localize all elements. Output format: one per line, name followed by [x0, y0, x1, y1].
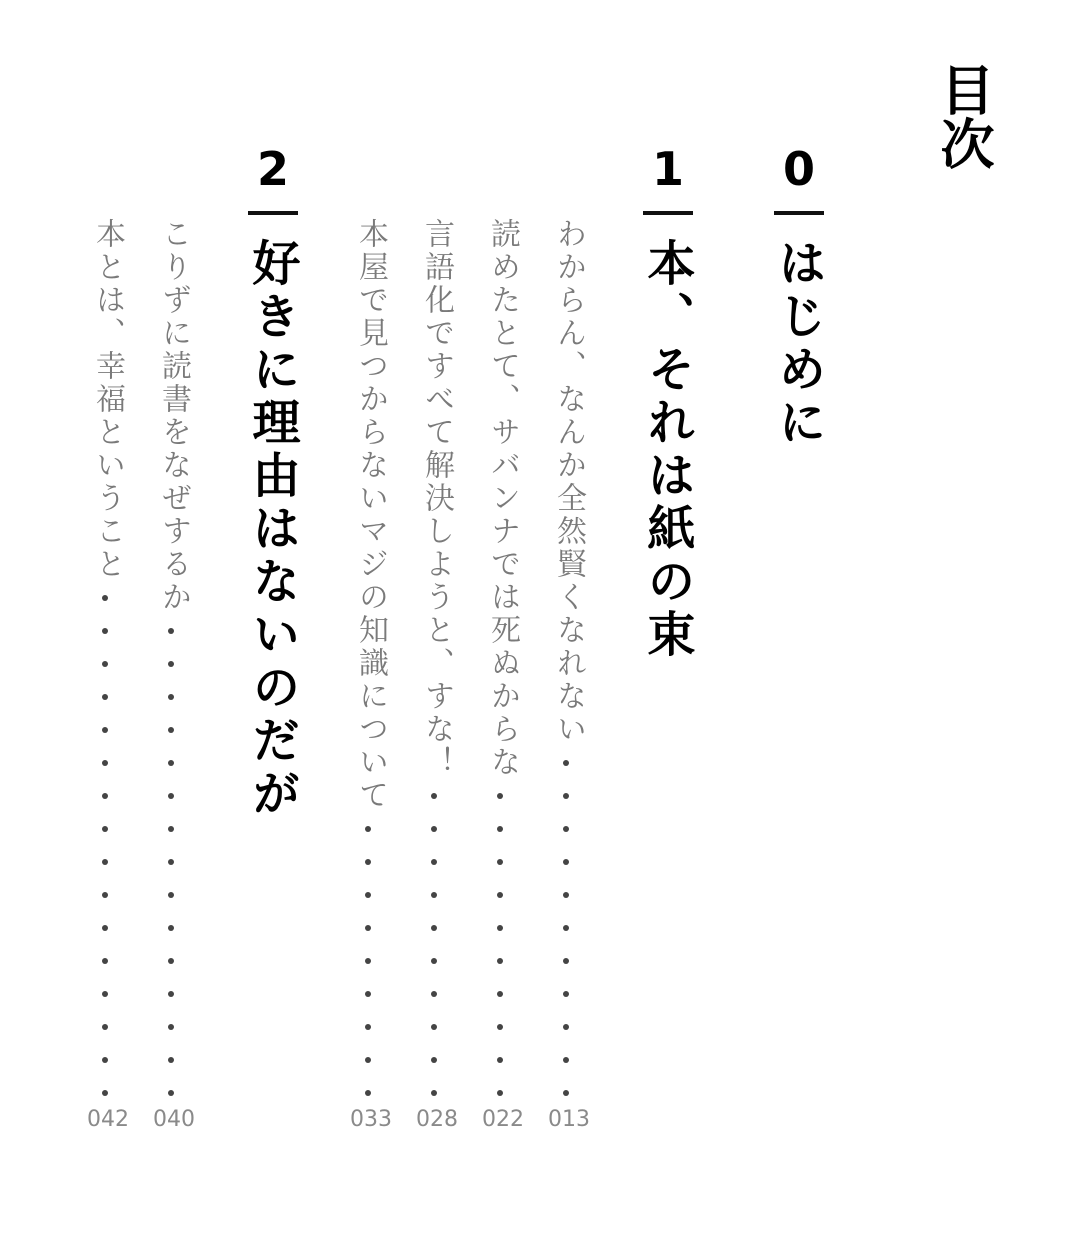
leader-dot [431, 1057, 437, 1063]
leader-dot [563, 925, 569, 931]
leader-dot [168, 661, 174, 667]
leader-dot [102, 727, 108, 733]
leader-dot [431, 1024, 437, 1030]
leader-dot [102, 760, 108, 766]
leader-dot [431, 892, 437, 898]
leader-dot [497, 859, 503, 865]
section-title[interactable]: 言語化ですべて解決しようと、すな！ [419, 218, 454, 779]
leader-dot [497, 958, 503, 964]
leader-dot [102, 892, 108, 898]
chapter-title[interactable]: はじめに [770, 238, 826, 450]
page-number: 033 [350, 1107, 392, 1132]
leader-dot [168, 925, 174, 931]
leader-dot [102, 661, 108, 667]
leader-dot [365, 991, 371, 997]
chapter-number: 1 [651, 142, 684, 196]
page-number: 042 [87, 1107, 129, 1132]
leader-dot [497, 793, 503, 799]
section-title[interactable]: こりずに読書をなぜするか [156, 218, 191, 614]
leader-dot [563, 859, 569, 865]
leader-dot [431, 793, 437, 799]
page-number: 028 [416, 1107, 458, 1132]
leader-dot [102, 1024, 108, 1030]
page-number: 022 [482, 1107, 524, 1132]
chapter-title[interactable]: 本、それは紙の束 [639, 238, 695, 662]
leader-dot [102, 991, 108, 997]
leader-dot [102, 694, 108, 700]
leader-dot [497, 1057, 503, 1063]
leader-dot [365, 1090, 371, 1096]
section-title[interactable]: 本とは、幸福ということ [90, 218, 125, 581]
leader-dot [563, 1057, 569, 1063]
leader-dot [365, 1024, 371, 1030]
page-title: 目次 [932, 62, 995, 170]
leader-dot [102, 859, 108, 865]
leader-dot [497, 925, 503, 931]
section-title[interactable]: 読めたとて、サバンナでは死ぬからな [485, 218, 520, 779]
leader-dot [563, 793, 569, 799]
leader-dot [168, 1057, 174, 1063]
leader-dot [563, 1024, 569, 1030]
leader-dot [102, 958, 108, 964]
leader-dot [168, 793, 174, 799]
leader-dot [431, 991, 437, 997]
leader-dot [365, 859, 371, 865]
leader-dot [365, 892, 371, 898]
leader-dot [431, 859, 437, 865]
leader-dot [431, 925, 437, 931]
leader-dot [168, 958, 174, 964]
leader-dot [431, 958, 437, 964]
leader-dot [497, 1090, 503, 1096]
leader-dot [497, 991, 503, 997]
leader-dot [168, 991, 174, 997]
leader-dot [168, 1090, 174, 1096]
leader-dot [102, 925, 108, 931]
leader-dot [563, 760, 569, 766]
chapter-number: 2 [256, 142, 289, 196]
leader-dot [102, 628, 108, 634]
chapter-title[interactable]: 好きに理由はないのだが [244, 238, 300, 821]
leader-dot [563, 991, 569, 997]
leader-dot [102, 793, 108, 799]
leader-dot [102, 595, 108, 601]
leader-dot [168, 694, 174, 700]
section-title[interactable]: わからん、なんか全然賢くなれない [551, 218, 586, 746]
leader-dot [168, 727, 174, 733]
leader-dot [168, 760, 174, 766]
leader-dot [431, 826, 437, 832]
leader-dot [365, 826, 371, 832]
leader-dot [497, 826, 503, 832]
page-number: 013 [548, 1107, 590, 1132]
leader-dot [168, 892, 174, 898]
leader-dot [563, 892, 569, 898]
leader-dot [102, 826, 108, 832]
leader-dot [168, 826, 174, 832]
chapter-rule [248, 211, 298, 215]
leader-dot [497, 892, 503, 898]
leader-dot [168, 859, 174, 865]
chapter-rule [643, 211, 693, 215]
chapter-number: 0 [782, 142, 815, 196]
leader-dot [365, 925, 371, 931]
leader-dot [497, 1024, 503, 1030]
section-title[interactable]: 本屋で見つからないマジの知識について [353, 218, 388, 812]
leader-dot [365, 1057, 371, 1063]
leader-dot [563, 958, 569, 964]
leader-dot [102, 1057, 108, 1063]
leader-dot [365, 958, 371, 964]
leader-dot [168, 628, 174, 634]
leader-dot [431, 1090, 437, 1096]
chapter-rule [774, 211, 824, 215]
leader-dot [168, 1024, 174, 1030]
page-number: 040 [153, 1107, 195, 1132]
leader-dot [563, 1090, 569, 1096]
leader-dot [102, 1090, 108, 1096]
leader-dot [563, 826, 569, 832]
